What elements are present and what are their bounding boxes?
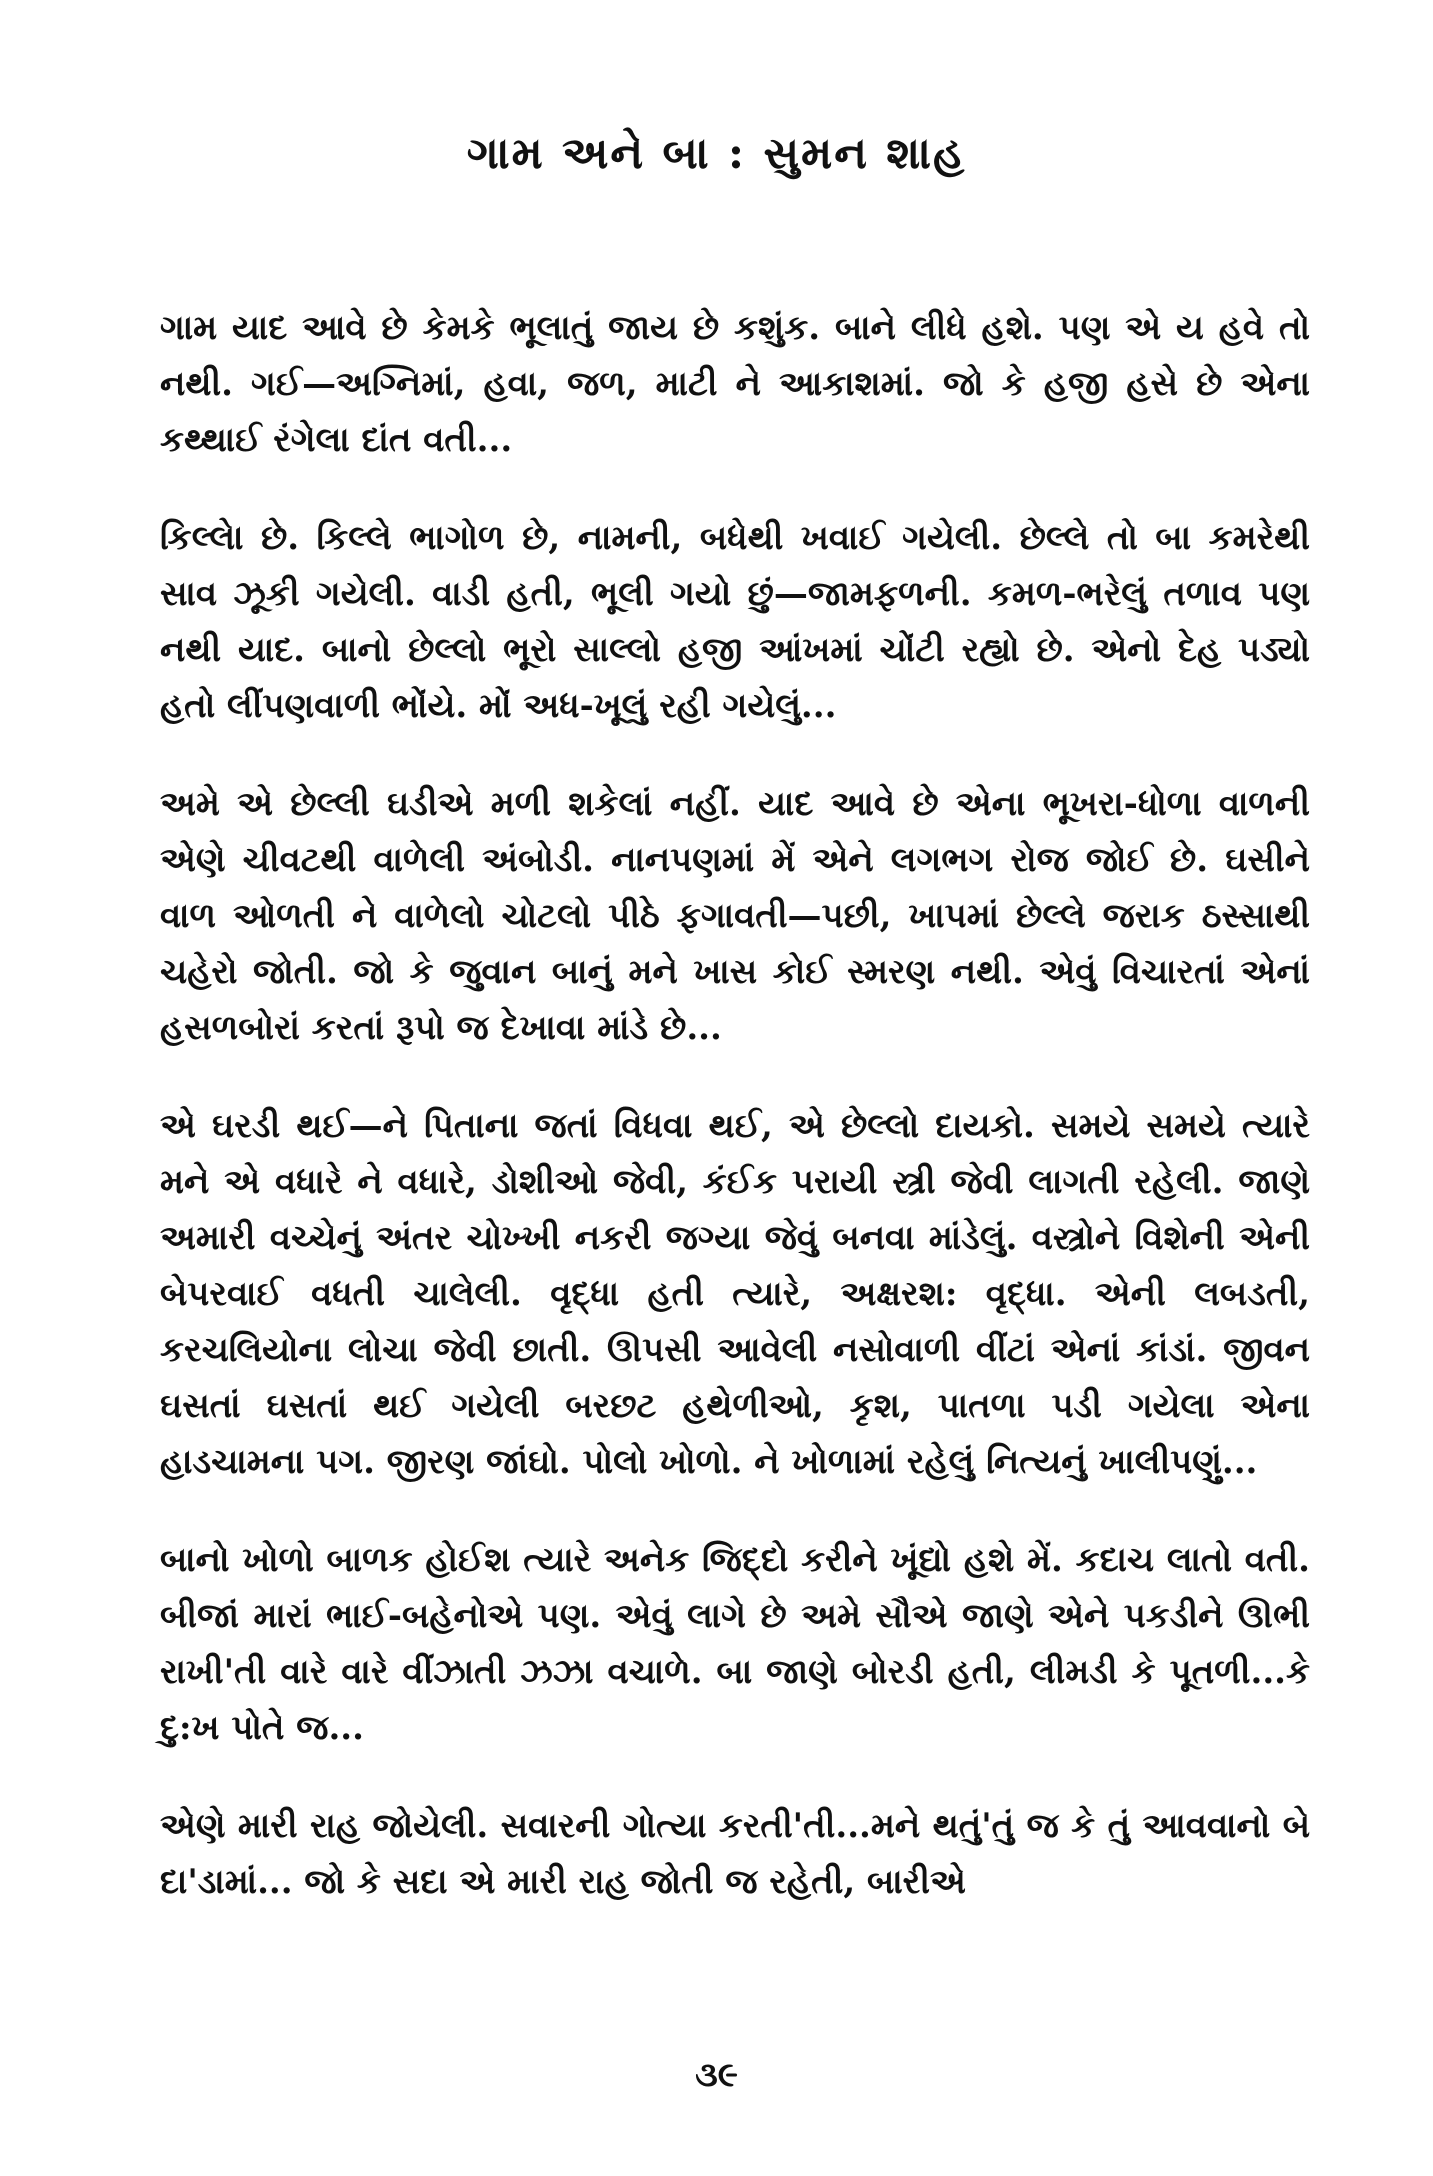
body-text: [160, 300, 1310, 1952]
page-title: ગામ અને બા : સુમન શાહ: [466, 128, 967, 179]
page-number: ૩૯: [695, 2055, 738, 2095]
paragraph: ગામ યાદ આવે છે કેમકે ભૂલાતું જાય છે કશુંક. બાને લીધે હશે. પણ એ ય હવે તો નથી. ગઈ—અગ્નિમાં, હવા, જળ, માટી ને આકાશમાં. જો કે હજી હસે છે એના કથ્થાઈ રંગેલા દાંત વતી...: [160, 308, 1310, 460]
paragraph: બાનો ખોળો બાળક હોઈશ ત્યારે અનેક જિદ્દો કરીને ખૂંદ્યો હશે મેં. કદાચ લાતો વતી. બીજાં મારાં ભાઈ-બહેનોએ પણ. એવું લાગે છે અમે સૌએ જાણે એને પકડીને ઊભી રાખી'તી વારે વારે વીંઝાતી ઝઝા વચાળે. બા જાણે બોરડી હતી, લીમડી કે પૂતળી...કે દુ:ખ પોતે જ...: [160, 1540, 1310, 1748]
paragraph: એ ઘરડી થઈ—ને પિતાના જતાં વિધવા થઈ, એ છેલ્લો દાયકો. સમયે સમયે ત્યારે મને એ વધારે ને વધારે, ડોશીઓ જેવી, કંઈક પરાયી સ્ત્રી જેવી લાગતી રહેલી. જાણે અમારી વચ્ચેનું અંતર ચોખ્ખી નકરી જગ્યા જેવું બનવા માંડેલું. વસ્ત્રોને વિશેની એની બેપરવાઈ વધતી ચાલેલી. વૃદ્ધા હતી ત્યારે, અક્ષરશ: વૃદ્ધા. એની લબડતી, કરચલિયોના લોચા જેવી છાતી. ઊપસી આવેલી નસોવાળી વીંટાં એનાં કાંડાં. જીવન ઘસતાં ઘસતાં થઈ ગયેલી બરછટ હથેળીઓ, કૃશ, પાતળા પડી ગયેલા એના હાડચામના પગ. જીરણ જાંઘો. પોલો ખોળો. ને ખોળામાં રહેલું નિત્યનું ખાલીપણું...: [160, 1106, 1310, 1482]
paragraph: અમે એ છેલ્લી ઘડીએ મળી શકેલાં નહીં. યાદ આવે છે એના ભૂખરા-ધોળા વાળની એણે ચીવટથી વાળેલી અંબોડી. નાનપણમાં મેં એને લગભગ રોજ જોઈ છે. ઘસીને વાળ ઓળતી ને વાળેલો ચોટલો પીઠે ફગાવતી—પછી, ખાપમાં છેલ્લે જરાક ઠસ્સાથી ચહેરો જોતી. જો કે જુવાન બાનું મને ખાસ કોઈ સ્મરણ નથી. એવું વિચારતાં એનાં હસળબોરાં કરતાં રૂપો જ દેખાવા માંડે છે...: [160, 784, 1310, 1048]
paragraph: કિલ્લેા છે. કિલ્લે ભાગોળ છે, નામની, બધેથી ખવાઈ ગયેલી. છેલ્લે તો બા કમરેથી સાવ ઝૂકી ગયેલી. વાડી હતી, ભૂલી ગયો છું—જામફળની. કમળ-ભરેલું તળાવ પણ નથી યાદ. બાનો છેલ્લો ભૂરો સાલ્લો હજી આંખમાં ચોંટી રહ્યો છે. એનો દેહ પડ્યો હતો લીંપણવાળી ભોંયે. મોં અધ-ખૂલું રહી ગયેલું...: [160, 518, 1310, 726]
paragraph: એણે મારી રાહ જોયેલી. સવારની ગોત્યા કરતી'તી...મને થતું'તું જ કે તું આવવાનો બે દા'ડામાં... જો કે સદા એ મારી રાહ જોતી જ રહેતી, બારીએ: [160, 1806, 1310, 1902]
